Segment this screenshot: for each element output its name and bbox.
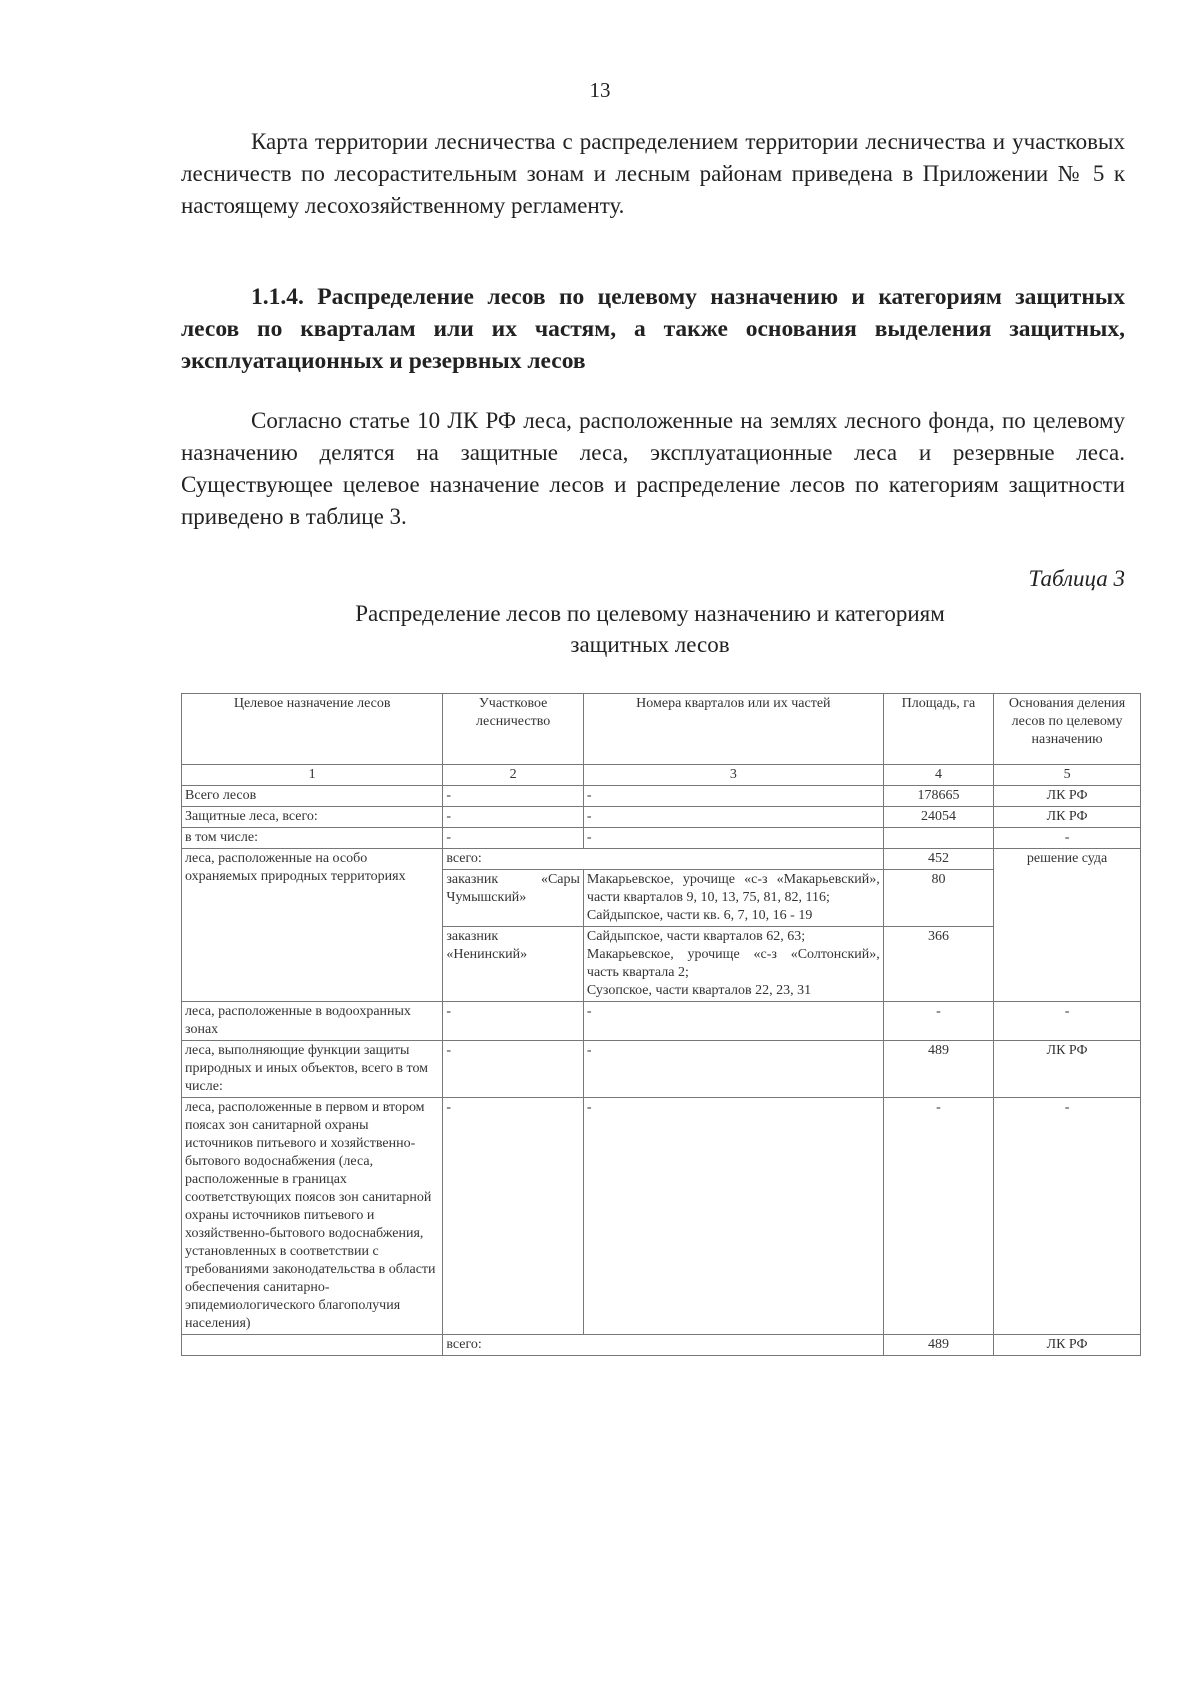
table-title-line-2: защитных лесов <box>570 632 730 657</box>
table-row-including <box>182 828 1141 849</box>
cell-purpose <box>182 1335 443 1356</box>
table-row-oopt-total <box>182 849 1141 870</box>
table-row-total <box>182 786 1141 807</box>
table-row-sanitary-total <box>182 1335 1141 1356</box>
table-row-functions <box>182 1041 1141 1098</box>
cell-area: 366 <box>883 927 993 1002</box>
column-number: 4 <box>883 765 993 786</box>
table-title-line-1: Распределение лесов по целевому назначению и категориям <box>355 601 945 626</box>
cell-basis: ЛК РФ <box>994 807 1141 828</box>
cell-district: - <box>443 786 584 807</box>
cell-quarters <box>583 927 883 1002</box>
cell-district: всего: <box>443 849 883 870</box>
table-row-protective <box>182 807 1141 828</box>
page-number: 13 <box>589 78 611 102</box>
cell-quarters: - <box>583 807 883 828</box>
cell-purpose: леса, расположенные на особо охраняемых природных территориях <box>182 849 443 1002</box>
header-area: Площадь, га <box>883 694 993 765</box>
header-quarters: Номера кварталов или их частей <box>583 694 883 765</box>
header-purpose: Целевое назначение лесов <box>182 694 443 765</box>
cell-district: заказник «Сары Чумышский» <box>443 870 584 927</box>
cell-basis: - <box>994 1098 1141 1335</box>
table-row-sanitary <box>182 1098 1141 1335</box>
header-district: Участковое лесничество <box>443 694 584 765</box>
quarters-line: Макарьевское, урочище «с-з «Солтонский», часть квартала 2; <box>586 947 880 980</box>
intro-paragraph: Карта территории лесничества с распределением территории лесничества и участковых лесничеств по лесорастительным зонам и лесным районам приведена в Приложении № 5 к настоящему лесохозяйственному регламенту. <box>181 129 1125 218</box>
cell-area: 489 <box>883 1335 993 1356</box>
cell-district: - <box>443 807 584 828</box>
cell-basis: ЛК РФ <box>994 1041 1141 1098</box>
column-number: 3 <box>583 765 883 786</box>
cell-district: - <box>443 1002 584 1041</box>
cell-quarters: - <box>583 786 883 807</box>
quarters-line: Макарьевское, урочище «с-з «Макарьевский», части кварталов 9, 10, 13, 75, 81, 82, 116; <box>586 872 880 905</box>
cell-basis: - <box>994 1002 1141 1041</box>
cell-area <box>883 828 993 849</box>
cell-district: - <box>443 1041 584 1098</box>
quarters-line: Сайдыпское, части кв. 6, 7, 10, 16 - 19 <box>586 908 813 923</box>
cell-district: - <box>443 828 584 849</box>
column-number: 1 <box>182 765 443 786</box>
cell-basis: ЛК РФ <box>994 786 1141 807</box>
cell-district: заказник «Ненинский» <box>443 927 584 1002</box>
cell-area: 24054 <box>883 807 993 828</box>
cell-district: - <box>443 1098 584 1335</box>
cell-purpose: леса, выполняющие функции защиты природных и иных объектов, всего в том числе: <box>182 1041 443 1098</box>
header-basis: Основания деления лесов по целевому назначению <box>994 694 1141 765</box>
cell-purpose: леса, расположенные в водоохранных зонах <box>182 1002 443 1041</box>
cell-purpose: леса, расположенные в первом и втором поясах зон санитарной охраны источников питьевого и хозяйственно-бытового водоснабжения (леса, расположенные в границах соответствующих поясов зон санитарной охраны источников питьевого и хозяйственно-бытового водоснабжения, установленных в соответствии с требованиями законодательства в области обеспечения санитарно-эпидемиологического благополучия населения) <box>182 1098 443 1335</box>
cell-area: 178665 <box>883 786 993 807</box>
column-number: 5 <box>994 765 1141 786</box>
cell-area: 452 <box>883 849 993 870</box>
cell-purpose: в том числе: <box>182 828 443 849</box>
table-row-water <box>182 1002 1141 1041</box>
cell-area: - <box>883 1098 993 1335</box>
cell-area: - <box>883 1002 993 1041</box>
section-heading: 1.1.4. Распределение лесов по целевому назначению и категориям защитных лесов по кварталам или их частям, а также основания выделения защитных, эксплуатационных и резервных лесов <box>181 284 1125 374</box>
table-label: Таблица 3 <box>1028 566 1125 591</box>
cell-purpose: Всего лесов <box>182 786 443 807</box>
cell-basis: - <box>994 828 1141 849</box>
cell-area: 80 <box>883 870 993 927</box>
body-paragraph: Согласно статье 10 ЛК РФ леса, расположенные на землях лесного фонда, по целевому назначению делятся на защитные леса, эксплуатационные леса и резервные леса. Существующее целевое назначение лесов и распределение лесов по категориям защитности приведено в таблице 3. <box>181 408 1125 529</box>
quarters-line: Сузопское, части кварталов 22, 23, 31 <box>586 983 812 998</box>
cell-basis: ЛК РФ <box>994 1335 1141 1356</box>
cell-district: всего: <box>443 1335 883 1356</box>
forest-distribution-table <box>181 693 1141 1356</box>
cell-quarters: - <box>583 1002 883 1041</box>
cell-purpose: Защитные леса, всего: <box>182 807 443 828</box>
quarters-line: Сайдыпское, части кварталов 62, 63; <box>586 929 806 944</box>
cell-basis: решение суда <box>994 849 1141 1002</box>
cell-quarters: - <box>583 1041 883 1098</box>
table-title <box>250 598 1050 660</box>
column-number: 2 <box>443 765 584 786</box>
cell-quarters: - <box>583 1098 883 1335</box>
table-header-row <box>182 694 1141 765</box>
cell-quarters: - <box>583 828 883 849</box>
cell-area: 489 <box>883 1041 993 1098</box>
cell-quarters <box>583 870 883 927</box>
table-number-row <box>182 765 1141 786</box>
